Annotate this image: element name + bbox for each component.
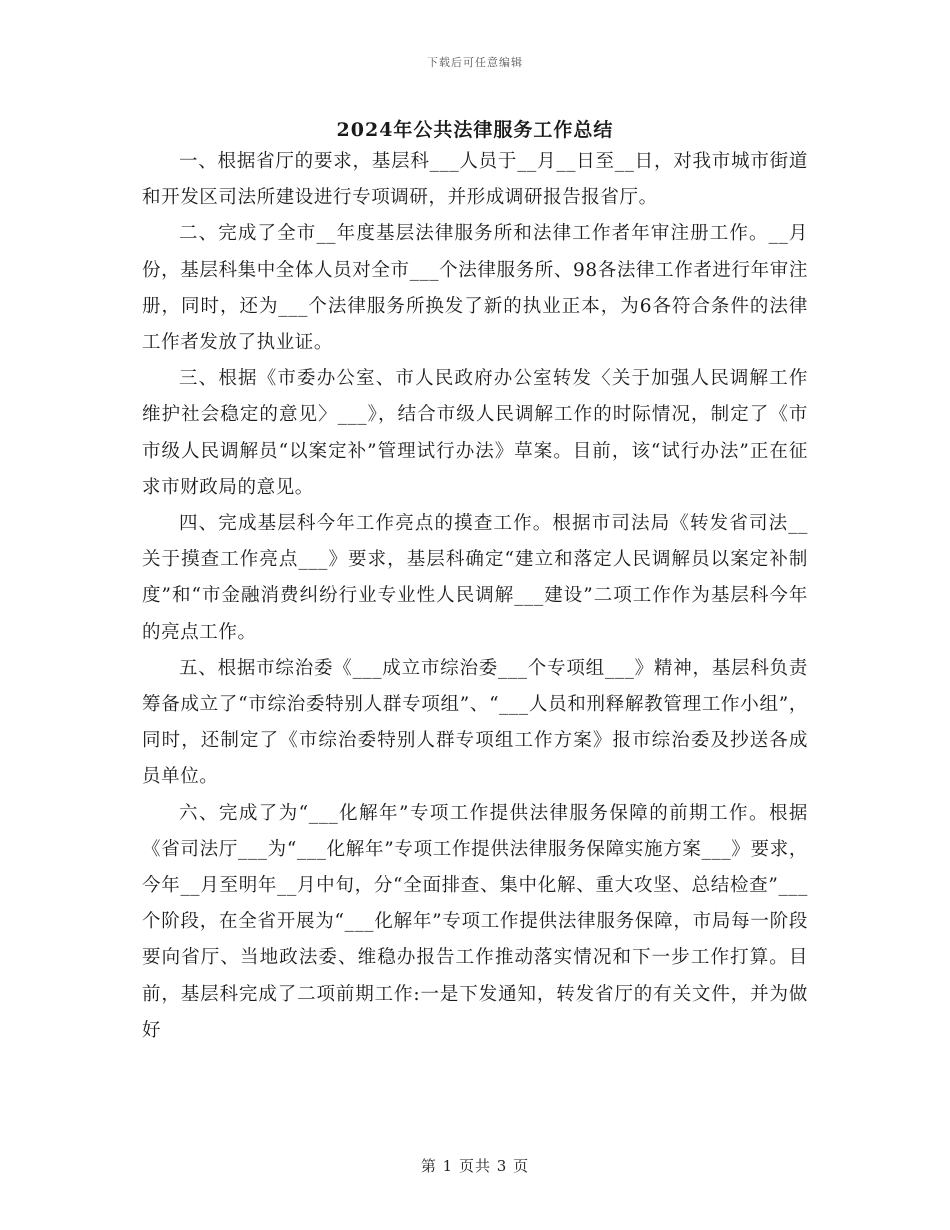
page-number: 第 1 页共 3 页 xyxy=(420,1157,530,1175)
paragraph-4: 四、完成基层科今年工作亮点的摸查工作。根据市司法局《转发省司法__关于摸查工作亮点___》要求，基层科确定“建立和落定人民调解员以案定补制度”和“市金融消费纠纷行业专业性人民调解___建设”二项工作作为基层科今年的亮点工作。 xyxy=(142,513,808,643)
page-header-note: 下载后可任意编辑 xyxy=(427,56,523,69)
paragraph-3: 三、根据《市委办公室、市人民政府办公室转发〈关于加强人民调解工作维护社会稳定的意见〉___》，结合市级人民调解工作的时际情况，制定了《市市级人民调解员“以案定补”管理试行办法》草案。目前，该“试行办法”正在征求市财政局的意见。 xyxy=(142,368,808,498)
paragraph-6: 六、完成了为“___化解年”专项工作提供法律服务保障的前期工作。根据《省司法厅___为“___化解年”专项工作提供法律服务保障实施方案___》要求，今年__月至明年__月中旬，分“全面排查、集中化解、重大攻坚、总结检查”___个阶段，在全省开展为“___化解年”专项工作提供法律服务保障，市局每一阶段要向省厅、当地政法委、维稳办报告工作推动落实情况和下一步工作打算。目前，基层科完成了二项前期工作:一是下发通知，转发省厅的有关文件，并为做好 xyxy=(142,802,808,1041)
document-title: 2024年公共法律服务工作总结 xyxy=(336,119,614,141)
paragraph-1: 一、根据省厅的要求，基层科___人员于__月__日至__日，对我市城市街道和开发区司法所建设进行专项调研，并形成调研报告报省厅。 xyxy=(142,151,808,209)
paragraph-2: 二、完成了全市__年度基层法律服务所和法律工作者年审注册工作。__月份，基层科集中全体人员对全市___个法律服务所、98各法律工作者进行年审注册，同时，还为___个法律服务所换发了新的执业正本，为6各符合条件的法律工作者发放了执业证。 xyxy=(142,223,808,354)
paragraph-5: 五、根据市综治委《___成立市综治委___个专项组___》精神，基层科负责筹备成立了“市综治委特别人群专项组”、“___人员和刑释解教管理工作小组”，同时，还制定了《市综治委特别人群专项组工作方案》报市综治委及抄送各成员单位。 xyxy=(142,657,808,788)
document-body xyxy=(142,144,808,1049)
